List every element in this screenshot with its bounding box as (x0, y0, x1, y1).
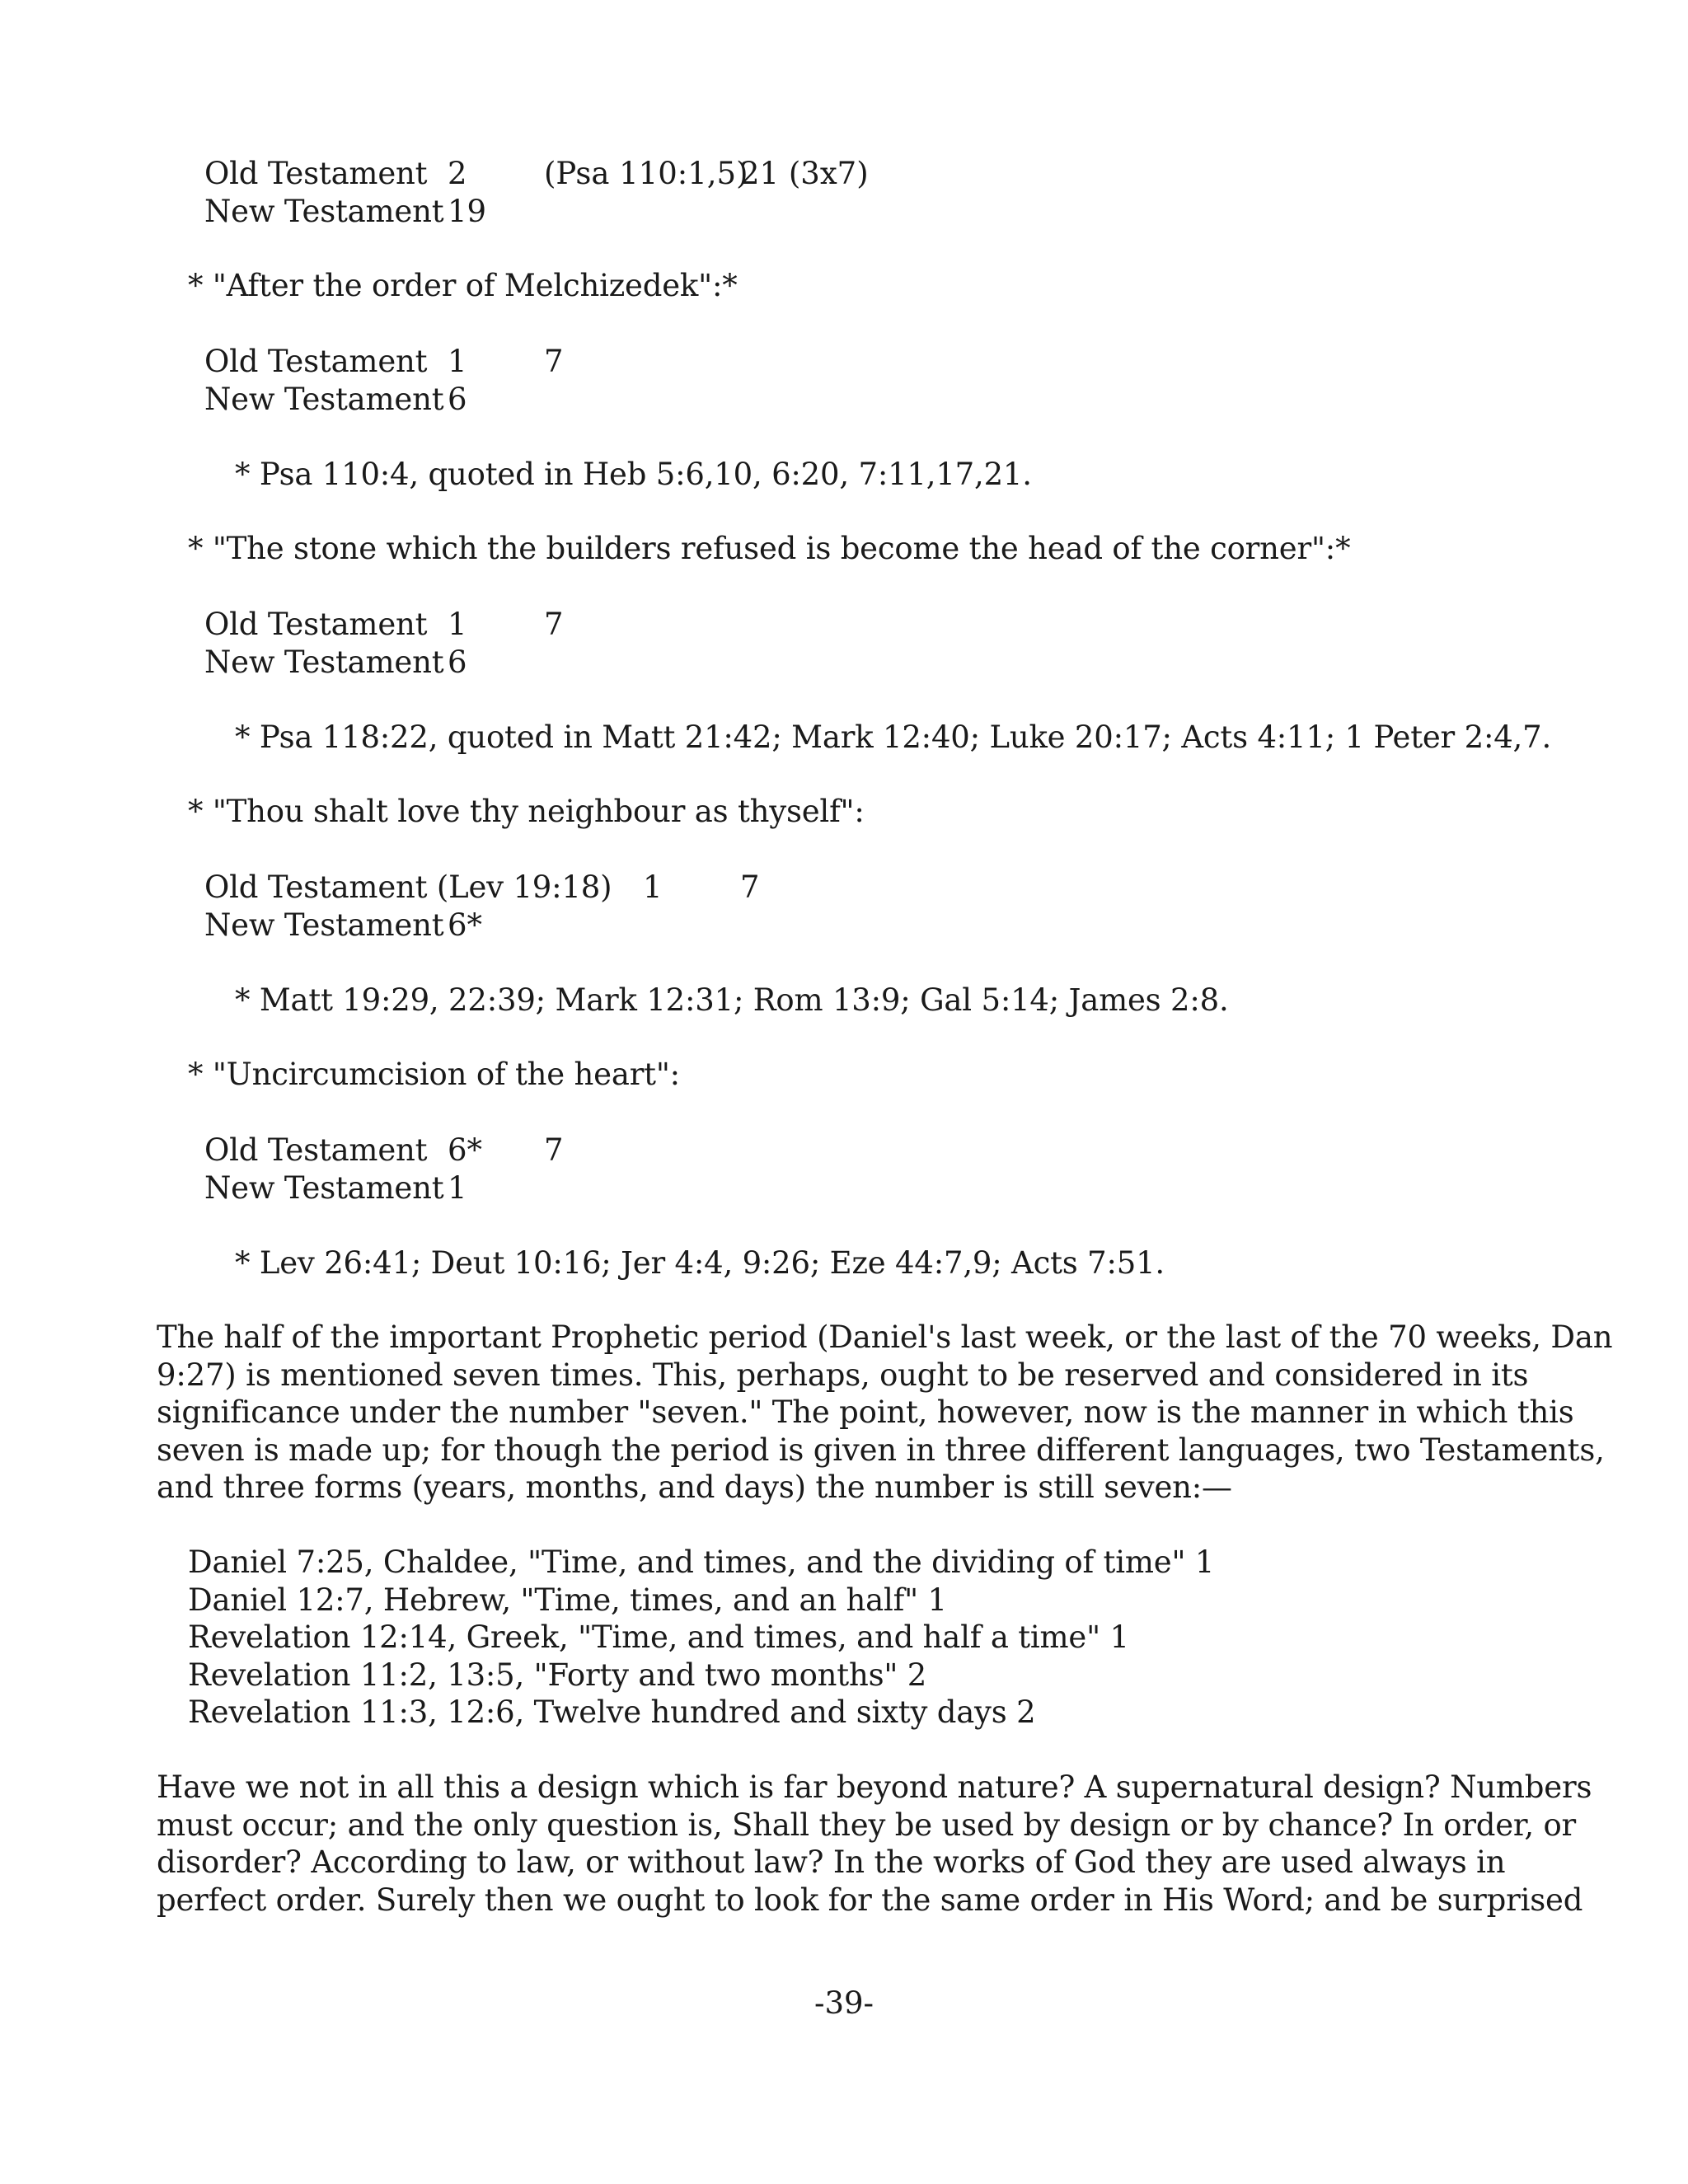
section-heading: * "After the order of Melchizedek":* (188, 268, 738, 303)
ot-count: 2 (448, 156, 467, 191)
nt-count: 6 (448, 644, 467, 680)
scripture-reference: (Psa 110:1,5) (544, 156, 748, 191)
footnote: * Lev 26:41; Deut 10:16; Jer 4:4, 9:26; Eze 44:7,9; Acts 7:51. (235, 1245, 1165, 1281)
footnote: * Matt 19:29, 22:39; Mark 12:31; Rom 13:9; Gal 5:14; James 2:8. (235, 982, 1229, 1018)
total-count: 7 (544, 344, 564, 379)
ot-label: Old Testament (204, 156, 428, 191)
list-item: Daniel 7:25, Chaldee, "Time, and times, and the dividing of time" 1 (188, 1544, 1215, 1580)
nt-label: New Testament (204, 194, 444, 229)
nt-label: New Testament (204, 907, 444, 943)
list-item: Revelation 11:3, 12:6, Twelve hundred and sixty days 2 (188, 1694, 1036, 1730)
paragraph-line: The half of the important Prophetic period (Daniel's last week, or the last of the 70 weeks, Dan (157, 1319, 1613, 1355)
total-count: 7 (544, 1132, 564, 1168)
paragraph-line: and three forms (years, months, and days) the number is still seven:— (157, 1469, 1232, 1505)
section-heading: * "Thou shalt love thy neighbour as thyself": (188, 794, 865, 829)
nt-count: 1 (448, 1170, 467, 1206)
body-paragraph (157, 1769, 1592, 1919)
paragraph-line: disorder? According to law, or without law? In the works of God they are used always in (157, 1844, 1506, 1880)
ot-count: 6* (448, 1132, 483, 1168)
nt-label: New Testament (204, 1170, 444, 1206)
list-item: Revelation 11:2, 13:5, "Forty and two months" 2 (188, 1657, 927, 1693)
ot-label: Old Testament (204, 607, 428, 642)
paragraph-line: must occur; and the only question is, Shall they be used by design or by chance? In order, or (157, 1807, 1577, 1843)
ot-count: 1 (643, 869, 663, 905)
ot-label: Old Testament (204, 344, 428, 379)
total-count: 7 (740, 869, 760, 905)
paragraph-line: significance under the number "seven." The point, however, now is the manner in which this (157, 1394, 1574, 1430)
nt-count: 6* (448, 907, 483, 943)
list-item: Revelation 12:14, Greek, "Time, and times, and half a time" 1 (188, 1619, 1129, 1655)
ot-count: 1 (448, 344, 467, 379)
total-count: 21 (3x7) (740, 156, 869, 191)
paragraph-line: seven is made up; for though the period is given in three different languages, two Testaments, (157, 1432, 1605, 1468)
page-number: -39- (814, 1985, 874, 2021)
nt-label: New Testament (204, 382, 444, 417)
list-item: Daniel 12:7, Hebrew, "Time, times, and an half" 1 (188, 1582, 947, 1618)
nt-count: 6 (448, 382, 467, 417)
ot-count: 1 (448, 607, 467, 642)
total-count: 7 (544, 607, 564, 642)
paragraph-line: 9:27) is mentioned seven times. This, perhaps, ought to be reserved and considered in its (157, 1357, 1529, 1393)
footnote: * Psa 110:4, quoted in Heb 5:6,10, 6:20, 7:11,17,21. (235, 457, 1032, 492)
paragraph-line: perfect order. Surely then we ought to look for the same order in His Word; and be surprised (157, 1882, 1583, 1918)
footnote: * Psa 118:22, quoted in Matt 21:42; Mark 12:40; Luke 20:17; Acts 4:11; 1 Peter 2:4,7. (235, 719, 1552, 755)
section-heading: * "The stone which the builders refused is become the head of the corner":* (188, 531, 1351, 566)
ot-label: Old Testament (204, 1132, 428, 1168)
nt-label: New Testament (204, 644, 444, 680)
section-heading: * "Uncircumcision of the heart": (188, 1057, 680, 1092)
ot-label: Old Testament (Lev 19:18) (204, 869, 612, 905)
nt-count: 19 (448, 194, 487, 229)
body-paragraph (157, 1319, 1613, 1507)
paragraph-line: Have we not in all this a design which is far beyond nature? A supernatural design? Numbers (157, 1769, 1592, 1805)
